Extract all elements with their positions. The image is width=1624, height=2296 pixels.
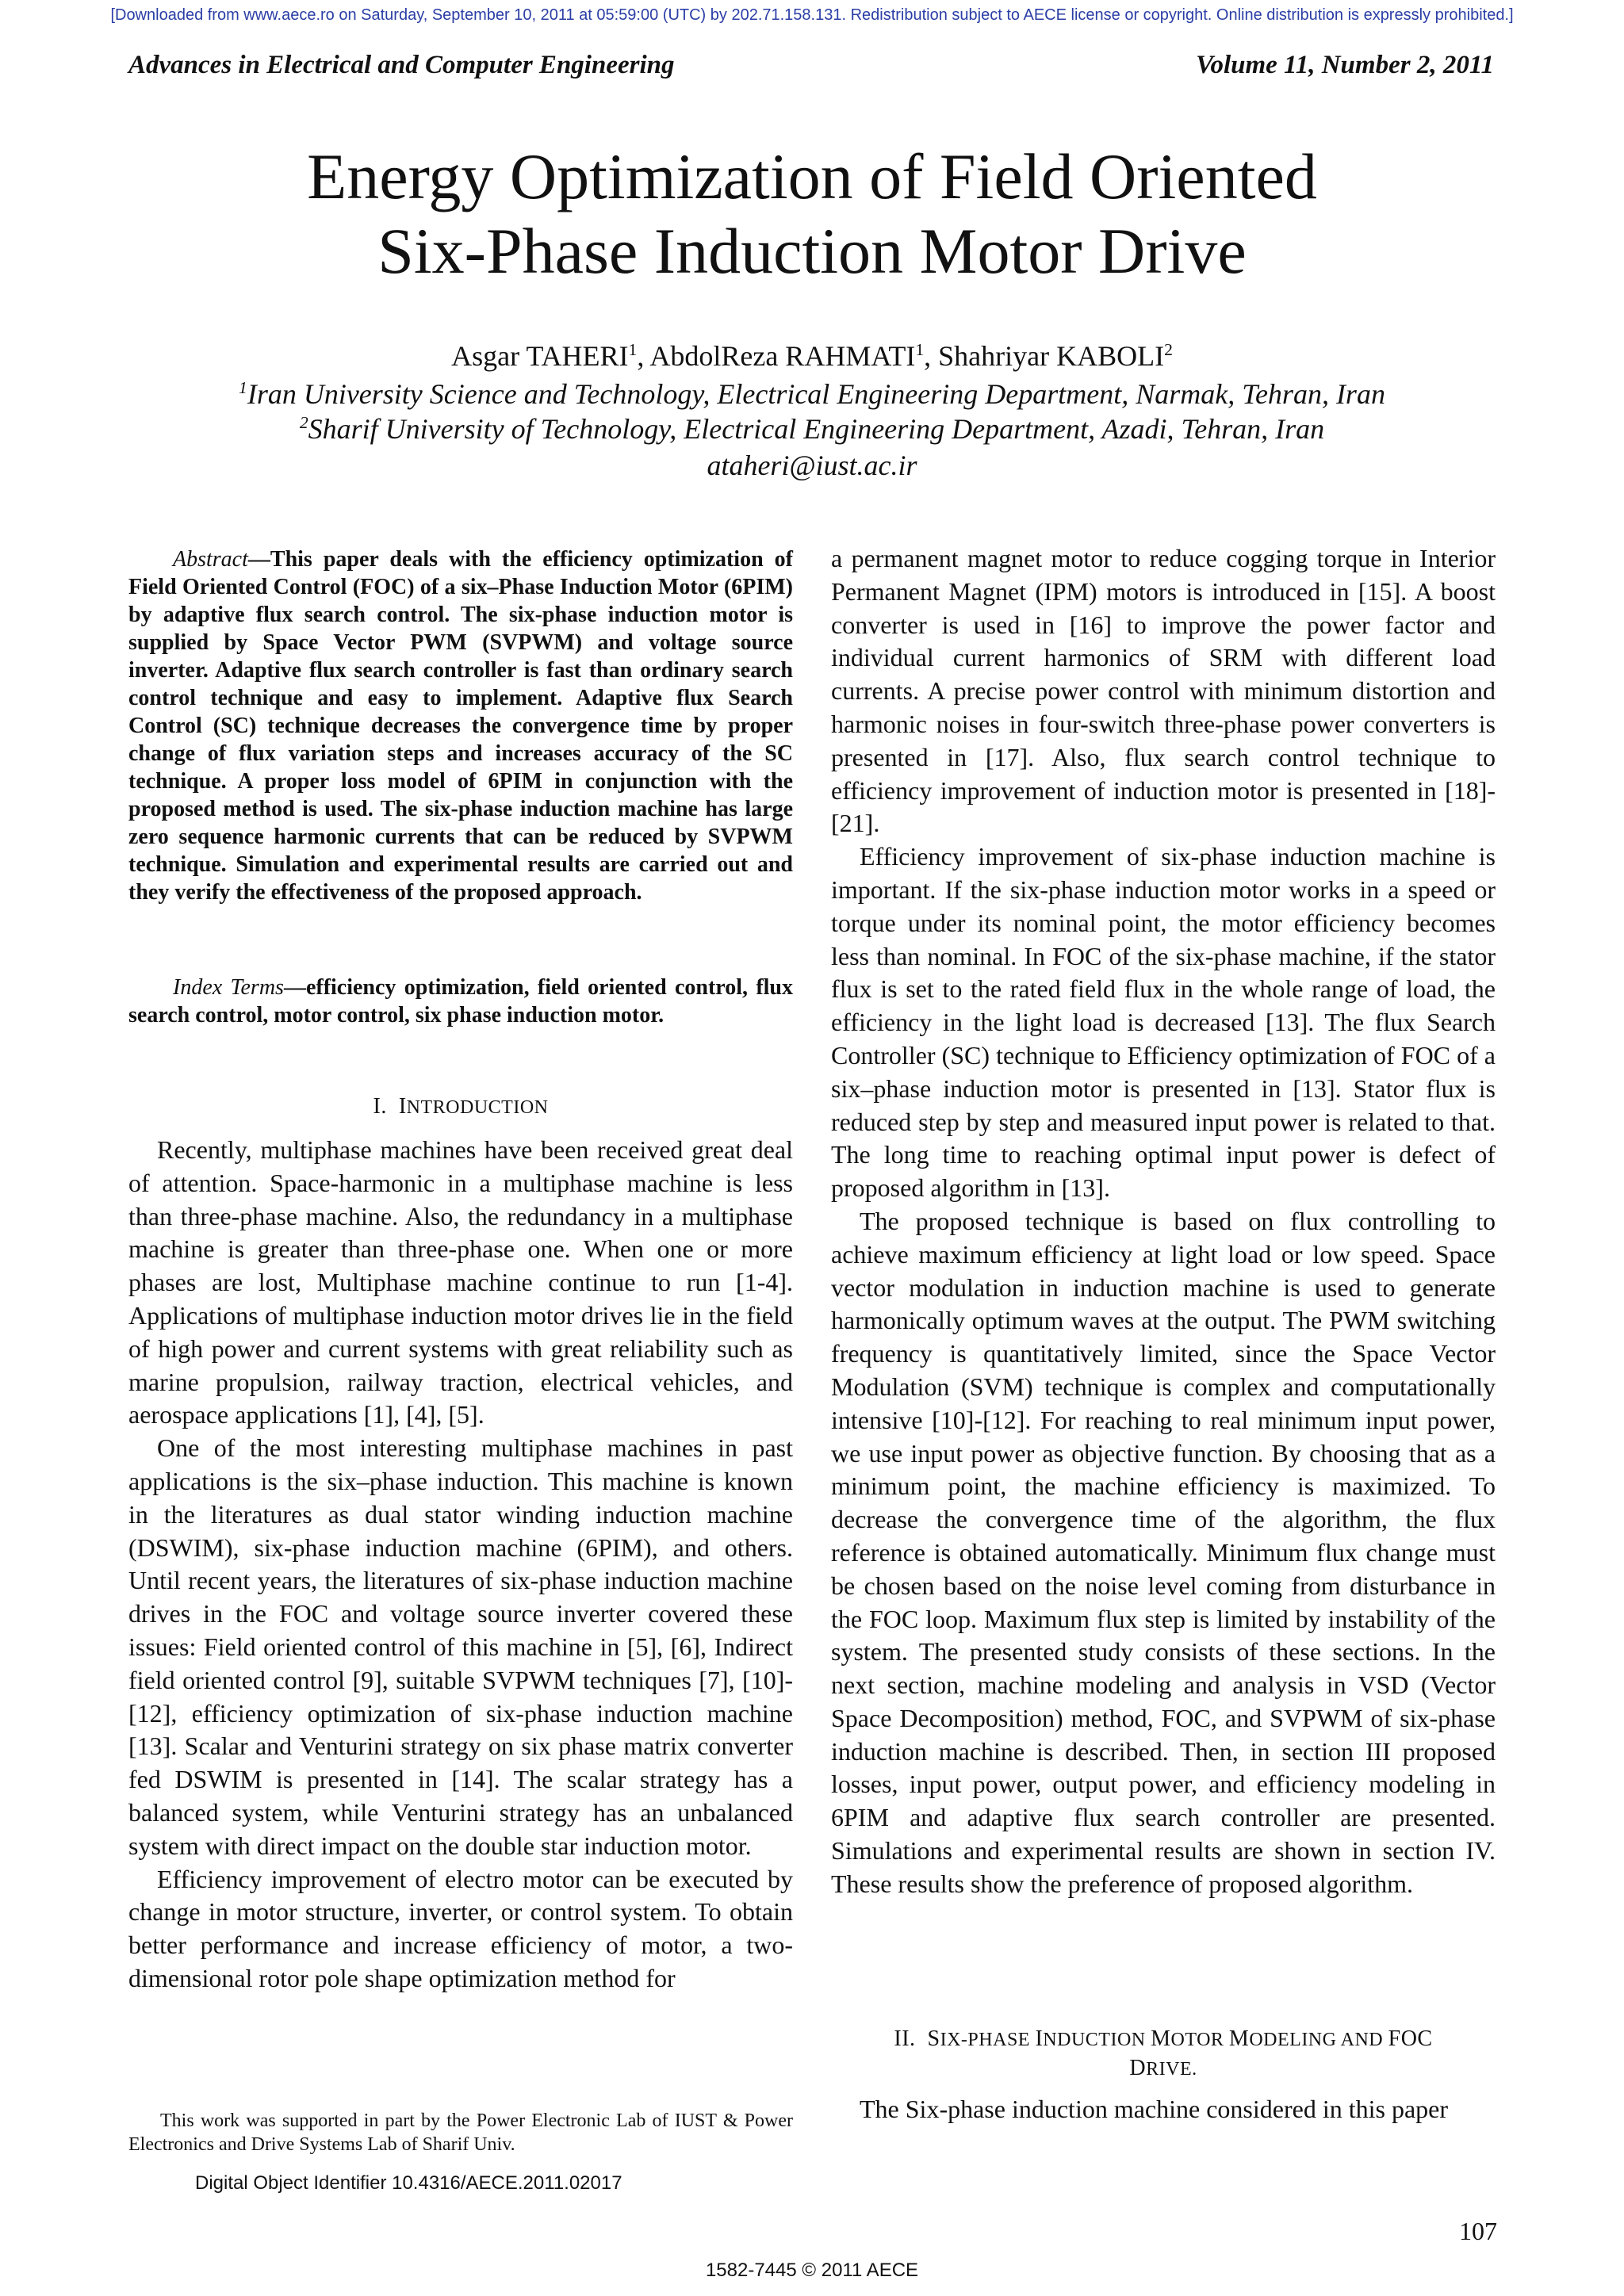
title-line-1: Energy Optimization of Field Oriented	[307, 140, 1317, 212]
index-terms-paragraph	[128, 974, 793, 1029]
heading-fragment: ODELING AND	[1249, 2030, 1388, 2050]
volume-info: Volume 11, Number 2, 2011	[1196, 51, 1494, 79]
affiliation-1	[0, 377, 1624, 411]
affiliation-2	[0, 412, 1624, 446]
index-terms-text: efficiency optimization, field oriented control, flux search control, motor control, six phase induction motor.	[128, 975, 793, 1027]
download-banner: [Downloaded from www.aece.ro on Saturday, September 10, 2011 at 05:59:00 (UTC) by 202.71.158.131. Redistribution subject to AECE license or copyright. Online distribution is expressly prohibited.]	[110, 6, 1514, 24]
section-heading-modeling	[831, 2025, 1496, 2084]
abstract-label: Abstract	[173, 547, 248, 572]
author-affil-mark: 1	[628, 340, 638, 359]
author-name: AbdolReza RAHMATI	[649, 340, 916, 372]
copyright: 1582-7445 © 2011 AECE	[705, 2260, 919, 2281]
page-number: 107	[1459, 2217, 1497, 2245]
section-number: II.	[894, 2026, 916, 2051]
doi: Digital Object Identifier 10.4316/AECE.2011.02017	[195, 2172, 622, 2194]
author-separator: ,	[924, 340, 939, 372]
author-list	[0, 339, 1624, 373]
index-terms-label: Index Terms	[173, 975, 284, 1000]
affiliation-mark: 1	[239, 378, 247, 397]
footnote-text: This work was supported in part by the Power Electronic Lab of IUST & Power Electronics and Drive Systems Lab of Sharif Univ.	[128, 2110, 793, 2155]
body-paragraph: Recently, multiphase machines have been received great deal of attention. Space-harmonic in a multiphase machine is less than three-phase machine. Also, the redundancy in a multiphase machine is greater than three-phase one. When one or more phases are lost, Multiphase machine continue to run [1-4]. Applications of multiphase induction motor drives lie in the field of high power and current systems with great reliability such as marine propulsion, railway traction, electrical vehicles, and aerospace applications [1], [4], [5].	[128, 1135, 793, 1429]
right-column-body	[831, 542, 1496, 1901]
affiliation-text: Sharif University of Technology, Electrical Engineering Department, Azadi, Tehran, Iran	[308, 413, 1325, 445]
heading-fragment: M	[1228, 2026, 1250, 2051]
body-paragraph: Efficiency improvement of electro motor can be executed by change in motor structure, inverter, or control system. To obtain better performance and increase efficiency of motor, a two-dimensional rotor pole shape optimization method for	[128, 1864, 793, 1992]
body-paragraph: a permanent magnet motor to reduce cogging torque in Interior Permanent Magnet (IPM) motors is introduced in [15]. A boost converter is used in [16] to improve the power factor and individual current harmonics of SRM with different load currents. A precise power control with minimum distortion and harmonic noises in four-switch three-phase power converters is presented in [17]. Also, flux search control technique to efficiency improvement of induction motor is presented in [18]-[21].	[831, 544, 1496, 838]
author-affil-mark: 1	[915, 340, 925, 359]
abstract	[128, 545, 793, 906]
title-line-2: Six-Phase Induction Motor Drive	[377, 215, 1247, 287]
heading-fragment: D	[1129, 2056, 1147, 2080]
heading-fragment: NDUCTION	[1043, 2030, 1151, 2050]
affiliation-mark: 2	[299, 413, 308, 432]
body-paragraph: One of the most interesting multiphase machines in past applications is the six–phase induction. This machine is known in the literatures as dual stator winding induction machine (DSWIM), six-phase induction machine (6PIM), and others. Until recent years, the literatures of six-phase induction machine drives in the FOC and voltage source inverter covered these issues: Field oriented control of this machine in [5], [6], Indirect field oriented control [9], suitable SVPWM techniques [7], [10]-[12], efficiency optimization of six-phase induction machine [13]. Scalar and Venturini strategy on six phase matrix converter fed DSWIM is presented in [14]. The scalar strategy has a balanced system, while Venturini strategy has an unbalanced system with direct impact on the double star induction motor.	[128, 1433, 793, 1860]
heading-fragment: M	[1151, 2026, 1171, 2051]
heading-fragment: IX-PHASE	[940, 2030, 1036, 2050]
index-terms-dash: —	[283, 975, 306, 1000]
funding-footnote	[128, 2109, 793, 2156]
section-title-rest: NTRODUCTION	[406, 1097, 549, 1118]
index-terms	[128, 974, 793, 1029]
author-separator: ,	[637, 340, 650, 372]
heading-fragment: I	[1035, 2026, 1044, 2051]
body-paragraph: The proposed technique is based on flux controlling to achieve maximum efficiency at light load or low speed. Space vector modulation in induction machine is used to generate harmonically optimum waves at the output. The PWM switching frequency is quantitatively limited, since the Space Vector Modulation (SVM) technique is complex and computationally intensive [10]-[12]. For reaching to real minimum input power, we use input power as objective function. By choosing that as a minimum point, the machine efficiency is maximized. To decrease the convergence time of the algorithm, the flux reference is obtained automatically. Minimum flux change must be chosen based on the noise level coming from disturbance in the FOC loop. Maximum flux step is limited by instability of the system. The presented study consists of these sections. In the next section, machine modeling and analysis in VSD (Vector Space Decomposition) method, FOC, and SVPWM of six-phase induction machine is described. Then, in section III proposed losses, input power, output power, and efficiency modeling in 6PIM and adaptive flux search controller are presented. Simulations and experimental results are shown in section IV. These results show the preference of proposed algorithm.	[831, 1206, 1496, 1898]
section-heading-introduction	[128, 1094, 793, 1119]
author-name: Asgar TAHERI	[451, 340, 629, 372]
heading-fragment: OTOR	[1170, 2030, 1229, 2050]
contact-email[interactable]: ataheri@iust.ac.ir	[707, 450, 917, 481]
body-paragraph: The Six-phase induction machine considered in this paper	[860, 2095, 1449, 2123]
heading-fragment: RIVE.	[1146, 2059, 1197, 2080]
paper-title	[0, 140, 1624, 289]
author-affil-mark: 2	[1164, 340, 1173, 359]
heading-fragment: S	[927, 2026, 940, 2051]
abstract-text: This paper deals with the efficiency optimization of Field Oriented Control (FOC) of a six–Phase Induction Motor (6PIM) by adaptive flux search control. The six-phase induction motor is supplied by Space Vector PWM (SVPWM) and voltage source inverter. Adaptive flux search controller is fast than ordinary search control technique and easy to implement. Adaptive flux Search Control (SC) technique decreases the convergence time by proper change of flux variation steps and increases accuracy of the SC technique. A proper loss model of 6PIM in conjunction with the proposed method is used. The six-phase induction machine has large zero sequence harmonic currents that can be reduced by SVPWM technique. Simulation and experimental results are carried out and they verify the effectiveness of the proposed approach.	[128, 547, 793, 905]
abstract-dash: —	[247, 547, 270, 572]
modeling-body	[831, 2093, 1496, 2126]
section-number: I.	[373, 1094, 387, 1119]
affiliation-text: Iran University Science and Technology, Electrical Engineering Department, Narmak, Tehran, Iran	[247, 378, 1385, 410]
journal-name: Advances in Electrical and Computer Engineering	[128, 51, 675, 79]
author-name: Shahriyar KABOLI	[938, 340, 1165, 372]
introduction-body	[128, 1134, 793, 1996]
body-paragraph: Efficiency improvement of six-phase induction machine is important. If the six-phase induction motor works in a speed or torque under its nominal point, the motor efficiency becomes less than nominal. In FOC of the six-phase machine, if the stator flux is set to the rated field flux in the whole range of load, the efficiency in the light load is decreased [13]. The flux Search Controller (SC) technique to Efficiency optimization of FOC of a six–phase induction motor is presented in [13]. Stator flux is reduced step by step and measured input power is related to that. The long time to reaching optimal input power is defect of proposed algorithm in [13].	[831, 842, 1496, 1203]
heading-fragment: FOC	[1388, 2026, 1433, 2051]
abstract-paragraph	[128, 545, 793, 906]
section-title-initial: I	[398, 1094, 407, 1119]
